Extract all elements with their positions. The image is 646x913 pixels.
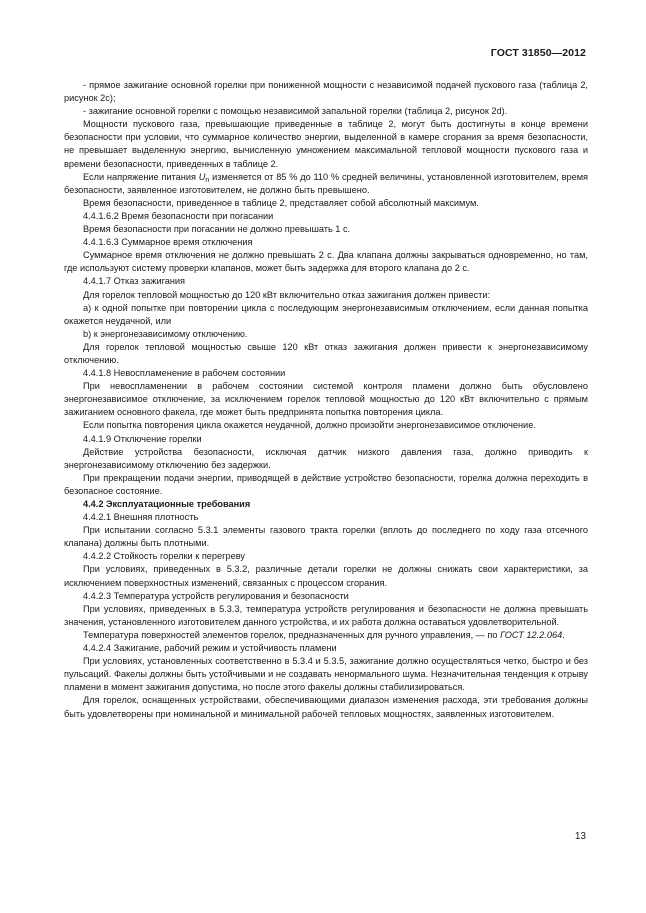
paragraph: При прекращении подачи энергии, приводящей в действие устройство безопасности, горелка должна переходить в безопасное состояние. [64,472,588,496]
paragraph: При испытании согласно 5.3.1 элементы газового тракта горелки (вплоть до последнего по ходу газа отсечного клапана) должны быть плотными. [64,525,588,549]
paragraph: При невоспламенении в рабочем состоянии системой контроля пламени должно быть обусловлено энергонезависимое отключение, за исключением горелок тепловой мощностью до 120 кВт включительно с прямым зажиганием основного факела, где может быть предпринята попытка повторения цикла. [64,381,588,418]
section-heading: 4.4.1.6.2 Время безопасности при погасании [83,210,274,221]
paragraph: Действие устройства безопасности, исключая датчик низкого давления газа, должно приводить к энергонезависимому отключению без задержки. [64,446,588,470]
text-segment: Если напряжение питания [83,171,199,182]
paragraph: При условиях, приведенных в 5.3.3, температура устройств регулирования и безопасности не должна превышать значения, установленного изготовителем данного устройства, и их работа должна оставаться удовлетворительной. [64,603,588,627]
section-heading: 4.4.2.2 Стойкость горелки к перегреву [83,551,245,562]
page-number: 13 [574,831,586,842]
paragraph: Время безопасности, приведенное в таблице 2, представляет собой абсолютный максимум. [83,197,479,208]
paragraph: При условиях, установленных соответственно в 5.3.4 и 5.3.5, зажигание должно осуществляться четко, быстро и без пульсаций. Факелы должны быть устойчивыми и не создавать ненормального шума. Незначительная тенденция к отрыву пламени в момент зажигания допустима, но после этого факелы должны стабилизироваться. [64,656,588,693]
section-heading: 4.4.2.3 Температура устройств регулирования и безопасности [83,590,349,601]
paragraph: Время безопасности при погасании не должно превышать 1 с. [83,224,351,235]
paragraph: Мощности пускового газа, превышающие приведенные в таблице 2, могут быть достигнуты в конце времени безопасности при условии, что суммарное количество энергии, выделенной в камере сгорания за время безопасности, не превышает выделенную энергию, вычисленную умножением максимальной тепловой мощности пускового газа и времени безопасности, приведенных в таблице 2. [64,119,588,169]
paragraph: Для горелок, оснащенных устройствами, обеспечивающими диапазон изменения расхода, эти требования должны быть удовлетворены при номинальной и минимальной рабочей тепловых мощностях, заявленных изготовителем. [64,695,588,719]
paragraph: Для горелок тепловой мощностью до 120 кВт включительно отказ зажигания должен привести: [83,289,491,300]
paragraph [64,171,588,197]
document-body [64,79,588,721]
section-heading: 4.4.1.8 Невоспламенение в рабочем состоянии [83,368,286,379]
voltage-symbol: U [198,171,206,182]
section-heading: 4.4.2.4 Зажигание, рабочий режим и устойчивость пламени [83,643,337,654]
section-heading-bold: 4.4.2 Эксплуатационные требования [83,499,251,509]
text-segment: . [562,629,565,640]
list-item: - зажигание основной горелки с помощью независимой запальной горелки (таблица 2, рисунок 2d). [83,106,508,117]
list-item: а) к одной попытке при повторении цикла с последующим энергонезависимым отключением, если данная попытка окажется неудачной, или [64,302,588,326]
standard-reference: ГОСТ 12.2.064 [500,629,563,640]
document-header: ГОСТ 31850—2012 [490,47,586,59]
paragraph: Суммарное время отключения не должно превышать 2 с. Два клапана должны закрываться одновременно, но там, где используют систему проверки клапанов, может быть задержка для второго клапана до 2 с. [64,250,588,274]
list-item: - прямое зажигание основной горелки при пониженной мощности с независимой подачей пускового газа (таблица 2, рисунок 2с); [64,80,588,104]
list-item: b) к энергонезависимому отключению. [83,328,248,339]
paragraph: Если попытка повторения цикла окажется неудачной, должно произойти энергонезависимое отключение. [83,420,536,431]
section-heading: 4.4.2.1 Внешняя плотность [83,512,199,523]
paragraph: При условиях, приведенных в 5.3.2, различные детали горелки не должны снижать свои характеристики, за исключением поверхностных изменений, связанных с процессом сгорания. [64,564,588,588]
section-heading: 4.4.1.9 Отключение горелки [83,433,202,444]
text-segment: Температура поверхностей элементов горелок, предназначенных для ручного управления, — по [83,629,501,640]
paragraph [64,629,588,642]
section-heading: 4.4.1.7 Отказ зажигания [83,276,186,287]
paragraph: Для горелок тепловой мощностью свыше 120 кВт отказ зажигания должен привести к энергонезависимому отключению. [64,341,588,365]
section-heading: 4.4.1.6.3 Суммарное время отключения [83,237,253,248]
text-segment: изменяется от 85 % до 110 % средней величины, установленной изготовителем, время безопасности, заявленное изготовителем, не должно быть превышено. [64,171,588,195]
voltage-subscript: n [205,176,210,184]
